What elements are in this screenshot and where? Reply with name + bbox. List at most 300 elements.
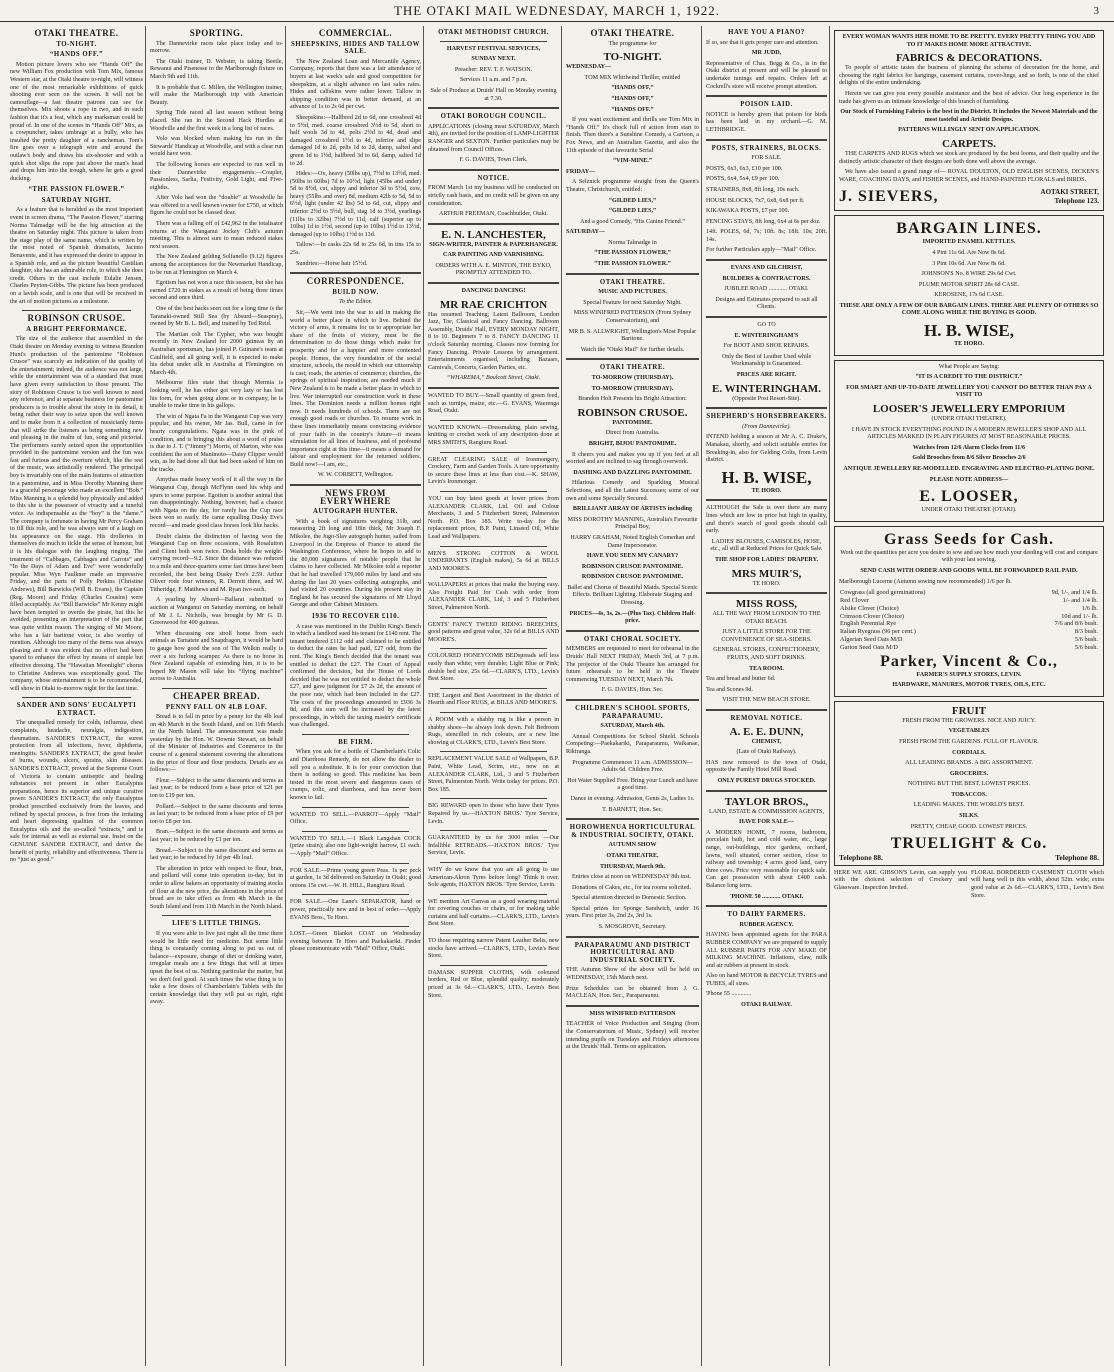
divider [302,894,409,895]
pantomime-label: PANTOMIME. [612,419,653,426]
film-title: “GILDED LIES,” [608,208,657,215]
divider [440,933,547,934]
service-times: Services 11 a.m. and 7 p.m. [459,77,528,84]
news-item: A yearling by Absurd—Ballarat submitted to auction at Wanganui on Saturday morning, on behalf of Mr J. L. Nicholls, was brought by Mr G. D. Greenwood for 400 guineas. [150,597,283,627]
gilchrist-trade: BUILDERS & CONTRACTORS. [722,275,811,282]
subhead-saturday: SATURDAY NIGHT. [41,196,112,204]
divider [440,420,547,421]
programme-body: Hilarious Comedy and Sparkling Musical Selections, and all the Latest Successes; some of our own and some Specially Secured. [566,480,699,502]
news-item: Melbourne files state that though Mermia is looking well, he has either got very lazy or has lost his form, for when going alone or in company, he is unable to make time in his gallops. [150,380,283,410]
column-5 [564,26,702,1366]
dunn-chemist: CHEMIST, [751,738,782,745]
seed-row [839,644,1099,652]
canary-banner: HAVE YOU SEEN MY CANARY? [586,553,679,560]
seed-row [839,589,1099,597]
looser-jewellery-ad [834,360,1104,522]
film-title: “HANDS OFF,” [611,85,654,92]
divider [706,499,827,501]
divider [440,712,547,713]
rubber-agency: RUBBER AGENCY. [739,921,794,928]
ladies-blouses: LADIES' BLOUSES, CAMISOLES, HOSE, etc., all still at Reduced Prices for Quick Sale. [710,538,823,553]
truelight-name: TRUELIGHT & Co. [890,835,1048,853]
posts-price-list [706,166,827,255]
show-body: Special prizes for Sponge Sandwich, under 16 years. First prize 3s, 2nd 2s, 3rd 1s. [566,905,699,920]
grass-seeds-headline: Grass Seeds for Cash. [883,530,1055,548]
divider [706,407,827,409]
seed-price: 5/6 bush. [1074,643,1098,651]
leather-note: Only the Best of Leather Used while Workmanship is Guaranteed. [721,353,812,368]
harvest-festival: HARVEST FESTIVAL SERVICES, [446,45,541,52]
seed-price-table [839,589,1099,651]
seed-price: 8/3 bush. [1074,628,1098,636]
tea-room: TEA ROOM. [749,665,784,672]
autumn-show: AUTUMN SHOW [608,842,657,849]
dancing-banner: DANCING! DANCING! [461,288,526,295]
classified-ad: GREAT CLEARING SALE of Ironmongery, Crockery, Farm and Garden Tools. A rare opportunity to secure these lines at less than cost.—K. SHAW, Levin's Ironmonger. [428,456,559,486]
gilchrist-address: JUBILEE ROAD ............ OTAKI. [724,286,809,293]
gibson-ad: HERE WE ARE. GIBSON'S Levin, can supply you with the choicest selection of Crockery and Glassware. Inspection Invited. [834,869,967,892]
piano-body: Representative of Chas. Begg & Co., is in the Otaki district at present and will be pleased to undertake tunings and repairs. Orders left at Cockrell's store will receive prompt attention. [706,60,827,90]
classified-ad: DAMASK SUPPER CLOTHS, with coloured borders, Red or Blue, splendid quality; moderately priced at 3s 6d.—CLARK'S, LTD., Levin's Best Store. [428,969,559,999]
boot-repairs: For BOOT AND SHOE REPAIRS. [723,343,810,350]
fabrics-headline: FABRICS & DECORATIONS. [896,52,1042,65]
divider [440,894,547,895]
headline-otaki-theatre-2: OTAKI THEATRE. [599,278,666,286]
day-wednesday: WEDNESDAY— [566,64,612,71]
seed-name: Cowgrass (all good germinations) [840,589,926,597]
seed-price: 5/6 bush. [1074,635,1098,643]
telephone-left: Telephone 88. [839,853,883,863]
news-item: The Dannevirke races take place today and to-morrow. [150,40,283,55]
wise-location: TE HORO. [751,487,782,494]
headline-horowhenua-society: HOROWHENUA HORTICULTURAL & INDUSTRIAL SOCIETY, OTAKI. [569,824,696,839]
taylor-have: HAVE FOR SALE— [739,819,794,826]
film-title: “THE PASSION FLOWER.” [594,261,671,268]
divider [428,169,559,171]
seed-row [839,636,1099,644]
vegetables-headline: VEGETABLES [948,728,990,735]
sports-admission: Programme Commences 11 a.m. ADMISSION—Adults 6d. Children Free. [572,759,693,774]
letter-signature: W. W. CORBETT, Wellington. [317,472,394,479]
bargain-lines-ad [834,215,1104,355]
watch-prices: Watches from 12/6 Alarm Clocks from 11/6 [912,444,1026,451]
subhead-tonight: TO-NIGHT. [56,40,97,48]
wire-price: JOHNSON'S No. 8 WIRE 29s 6d Cwt. [921,271,1017,278]
classified-ad: WANTED TO BUY.—Small quantity of green feed, such as turnips, maize, etc.—G. EVANS, Waerenga Road, Otaki. [428,393,559,415]
column-4 [426,26,562,1366]
fruit-line: ALL LEADING BRANDS. A BIG ASSORTMENT. [905,760,1033,767]
piano-body: If so, see that it gets proper care and attention. [706,39,819,46]
divider [440,862,547,863]
council-notice: APPLICATIONS (closing meat SATURDAY, March 4th), are invited for the position of LAMP-LIGHTER RANGER and SEXTON. Further particulars may be obtained from Council Offices. [428,123,559,153]
divider [290,272,421,274]
taylor-body: A MODERN HOME, 7 rooms, bathroom, porcelain bath, hot and cold water, etc., large range, out-buildings, nice gardens, orchard, lawns, well situated, corner section, close to railway and township; 4 acres good land, carry three cows. Price very reasonable for quick sale. Can get possession with about £400 cash. Balance long term. [706,829,827,889]
column-7 [832,26,1106,1366]
winteringham-name: E. WINTERINGHAM'S [734,332,799,339]
antique-note: ANTIQUE JEWELLERY RE-MODELLED. ENGRAVING AND ELECTRO-PLATING DONE. [843,466,1095,472]
fruit-line: LEADING MAKES. THE WORLD'S BEST. [913,802,1025,809]
muirs-headline: THE SHOP FOR LADIES' DRAPERY. [714,556,818,563]
patterson-billing: MISS WINIFRED PATTERSON (From Sydney Conservatorium), and [573,310,692,325]
news-item: Spring Tide raced all last season without being placed. She ran in the Second Hack Hurdles at Woodville and the first week in a long list of races. [150,110,283,132]
seed-name: Italian Ryegrass (96 per cent.) [840,628,916,636]
show-venue: OTAKI THEATRE, [606,852,659,859]
news-item: There was a falling off of £42,962 in the totalisator returns at the Wanganui Jockey Club's autumn meeting. This is almost sure to mean reduced stakes next season. [150,221,283,250]
mix-thriller: TOM MIX Whirlwind Thriller, entitled [584,74,681,81]
film-title: “HANDS OFF,” [611,95,654,102]
classified-ad: FOR SALE.—One Lane's SEPARATOR, hand or power, practically new and in best of order.—Apply EVANS Bros., Te Horo. [290,899,421,921]
divider [706,259,827,261]
divider [706,905,827,907]
ross-line: JUST A LITTLE STORE FOR THE CONVENIENCE OF SEA-SIDERS. [721,629,812,643]
divider [566,358,699,360]
crichton-body: Has resumed Teaching; Latest Ballroom, London Jazz, Toe, Classical and Fancy Dancing. Ballroom Assembly, Druids' Hall, EVERY MONDAY NIGHT, 8 to 10. Beginners 7 to 8. FANCY DANCING 11 o'clock Saturday morning. Classes now forming for Fancy Dancing. Private Lessons by arrangement. Entertainments organised, including Bazaars, Carnivals, Concerts, Garden Parties, etc. [428,311,559,371]
divider [440,751,547,752]
looser-location: UNDER OTAKI THEATRE (OTAKI). [921,507,1017,514]
dunn-late: (Late of Otaki Railway). [736,749,797,756]
notice-signature: ARTHUR FREEMAN, Coachbuilder, Otaki. [438,211,549,218]
wise-banner: H. B. WISE, [924,321,1014,341]
price-line: For further Particulars apply—"Mail" Office. [706,247,817,254]
subhead-penny-fall: PENNY FALL ON 4LB LOAF. [165,703,268,711]
visit-store: VISIT THE NEW BEACH STORE. [722,697,811,704]
classified-ad: YOU can buy latest goods at lower prices from ALEXANDER CLARK, Ltd. Oil and Colour Merchants, 3 and 5 Fitzherbert Street, Palmerston North. P.O. Box 185. Write to-day for the replacement prices, B.P. Paint, Linseed Oil, White Lead and Wallpapers. [428,495,559,540]
choral-signature: F. G. DAVIES, Hon. Sec. [601,687,664,694]
seed-name: Garton Seed Oats M/D [840,643,898,651]
divider [706,709,827,711]
divider [440,546,547,547]
looser-under: (UNDER OTAKI THEATRE). [931,416,1007,423]
divider [302,926,409,927]
graham-billing: HARRY GRAHAM, Noted English Comedian and Dame Impersonator. [570,534,695,549]
article-paragraph: Pollard.—Subject to the same discounts and terms as last year; to be reduced from a base price of £9 per ton to £8 per ton. [150,803,283,825]
seed-price: 1/6 lb. [1081,604,1098,612]
price-line: 14ft. POLES, 6d, 7s; 10ft. 8s; 18ft. 10s; 20ft. 14s. [706,229,827,243]
groceries-headline: GROCERIES. [949,770,989,777]
to-the-editor: To the Editor. [339,299,372,306]
subhead-hands-off: “HANDS OFF.” [50,51,103,59]
divider [440,41,547,42]
dunn-drugs: ONLY PUREST DRUGS STOCKED. [717,778,816,784]
divider [302,807,409,808]
seed-row [839,597,1099,605]
enamel-kettles: IMPORTED ENAMEL KETTLES. [922,239,1016,246]
headline-sporting: SPORTING. [189,28,244,38]
parker-stores: FARMER'S SUPPLY STORES, LEVIN. [916,671,1022,678]
sievers-body: Herein we can give you every possible assistance and the best of advice. Our long experience in the trade has given us an intimate knowledge of this branch of furnishing. [839,90,1099,105]
sievers-ad [834,30,1104,211]
article-paragraph: A case was mentioned in the Dublin King's Bench in which a landlord sued his tenant for £140 rent. The tenant tendered £112 odd and claimed to be entitled to deduct the rates he had paid, £27 odd, from the rent. The King's Bench decided that the tenant was entitled to deduct the £27. The Court of Appeal confirmed the decision, but the House of Lords decided that he was not entitled to deduct the whole £27, and gave judgment for £7 2s 2d, the amount of the poor rate, which had been included in the £27. The costs of the proceedings amounted to £936 3s 8d, and this sum will be increased by the latest proceedings, in which the taxing master's certificate was challenged. [290,623,421,729]
divider [440,491,547,492]
tea-price: Tea and Scones 9d. [706,686,753,693]
rubber-body: HAVING been appointed agents for the PARA RUBBER COMPANY we are prepared to supply ALL RUBBER PARTS FOR ANY MAKE OF MILKING MACHINE. Inflations, claw, milk and air rubbers at present in stock. [706,932,827,969]
crichton-name: MR RAE CRICHTON [439,298,548,311]
article-paragraph: The alteration in price with respect to flour, bran, and pollard will come into operation to-day, but in order to allow bakers an opportunity of training stocks of flour at the new price, the alterations in the price of bread are to take effect as from 4th March in the South Island and from 11th March in the North Island. [150,865,283,910]
headline-otaki-theatre-3: OTAKI THEATRE. [599,364,666,372]
article-paragraph: With a book of signatures weighing 31lb, and measuring 2ft long and 18in thick, Mr Joseph F. Mikolee, the Jugo-Slav autograph hunter, sailed from Liverpool in the Empress of France to attend the Washington Conference, where he hopes to add to the 80,000 signatures of notable people that he claims to have collected. Mr Mikolee told a reporter that he had travelled 179,000 miles by land and sea during the last 20 years collecting autographs, and had visited 20 countries. During his present stay in England he has secured the signatures of Mr Lloyd George and other Cabinet Ministers. [290,518,421,609]
subhead-recover: 1936 TO RECOVER £110. [311,612,400,620]
sports-note: Hot Water Supplied Free. Bring your Lunch and have a good time. [567,777,698,792]
divider [302,734,409,735]
brandon-presents: Brandon Holt Presents his Bright Attraction: [578,396,687,403]
headline-methodist-church: OTAKI METHODIST CHURCH. [438,29,549,36]
crichton-address: “WHAREMA,” Boulcott Street, Otaki. [446,375,541,382]
divider [440,452,547,453]
headline-sanders-extract: SANDER AND SONS' EUCALYPTI EXTRACT. [16,702,137,717]
headline-lifes-little-things: LIFE'S LITTLE THINGS. [172,920,261,928]
muirs-location: TE HORO. [752,580,781,587]
produce-sale: Sale of Produce at Druids' Hall on Monday evening at 7.30. [430,87,557,102]
ballet-note: Ballet and Chorus of Beautiful Maids. Special Scenic Effects. Brilliant Lighting. Elaborate Staging and Dressing. [567,584,698,607]
wise-location: TE HORO. [954,341,984,348]
headline-otaki-theatre: OTAKI THEATRE. [34,28,119,38]
classified-ad: GENTS' FANCY TWEED RIDING BREECHES, good patterns and great value, 32s 6d at BILLS AND MOORE'S. [428,621,559,643]
headline-choral-society: OTAKI CHORAL SOCIETY. [583,635,682,643]
patterson-body: TEACHER of Voice Production and Singing (from the Conservatorium of Music, Sydney) will receive intending pupils on Tuesdays and Fridays afternoons at the Druids' Hall. Terms on application. [566,1021,699,1051]
classified-ad: THE Largest and Best Assortment in the district of Hearth and Floor RUGS, at BILLS AND MOORE'S. [428,692,559,707]
taylor-phone: 'PHONE 50 ............ OTAKI. [729,893,804,900]
parker-hardware: HARDWARE, MANURES, MOTOR TYRES, OILS, ETC. [892,682,1046,689]
column-3 [288,26,424,1366]
society-body: THE Autumn Show of the above will be held on WEDNESDAY, 15th March next. [566,967,699,982]
divider [706,95,827,97]
article-paragraph: The size of the audience that assembled in the Otaki theatre on Monday evening to witness Brandon Hunt's production of the pantomime “Robinson Crusoe” was scarcely an indication of the quality of the entertainment; indeed, the audience was not large, while the entertainment was of a standard that must have given every satisfaction to those present. The story of Robinson Crusoe is too well known to need any reference, and at separate business for pantomime producers is to trouble about the story in its detail, it being rather their way to seize upon the well known and to make from it a collection of musicianly items that will strike the listeners as being something new and pleasing in the realm of fun, song and pictorial. The performers surely seized upon the opportunities provided in the pantomime version and the fun was fast and furious and the overture which, like the rest of the music, was artistically rendered. The principal boy is invariably one of the main features of attraction in a pantomime, and in Miss Dorothy Manning there is a graceful personage who made an excellent “Bob.” Miss Manning is a splendid boy physically and added to this she is the possessor of vivacity and a tuneful voice. As indispensable as the “boy” is the “dame.” The company is fortunate in having Mr Percy Graham to fill this role, and he was always sure of a laugh on his appearance on the stage. His drolleries in themselves do much to tickle the sense of humour, but it is his dialogue with the laughing ringing. The treatment of “Cabbages, Cabbages and Carrots” and “In the Days of Adam and Eve” were wonderfully popular. Miss Wyn Faulkner made an impressive Friday, and the parts of Polly Perkins (Christine Andrews), Bill Barwicks (Will B. Evans), the Captain (Reg. Moore) and Friday (Charles Cousins) were filled acceptably. As “Bill Barwicks” Mr Kenny might have been tempted to overdo the pirate, but this he avoided, presenting an interpretation of the part that was quite within reason. The singing of Mr Moore, who has a fair baritone voice, is also worthy of mention. Although too many of the items was always pleasing and it was evident that no effort had been spared to enhance the effect by means of simple but effective dressing. The “Hawaiian Moonlight” chorus to Christine Andrews was exceptionally good. The company, whose entertainment is to be recommended, will show in Otaki to-morrow night for the last time. [10,336,143,692]
seed-name: Crimson Clover (Choice) [840,612,905,620]
sievers-body: We have also issued a grand range of— ROYAL DOULTON, OLD ENGLISH SCENES, DICKEN'S WARE, COACHING DAYS, and FISHER SCENES, and HAND-PAINTED FLORALS and BIRDS. [839,169,1099,183]
article-paragraph: Flour.—Subject to the same discounts and terms as last year; to be reduced from a base price of £21 per ton to £19 per ton. [150,777,283,800]
divider [440,830,547,831]
divider [440,648,547,649]
programme-body: It cheers you and makes you up if you feel at all worried and are inclined to sag through overwork. [566,451,699,466]
classified-ad: WANTED TO SELL.—1 Black Langshan COCK (prize strain); also one light-weight harrow, £1 each.—Apply “Mail” Office. [290,835,421,857]
winteringham-banner: E. WINTERINGHAM. [712,382,821,395]
subhead-autograph-hunter: AUTOGRAPH HUNTER. [312,508,399,516]
subhead-build-now: BUILD NOW. [332,288,379,296]
parker-vincent-name: Parker, Vincent & Co., [880,652,1058,670]
classified-ad: GUARANTEED by us for 3000 miles —Our Infallible RETREADS.—HAXTON BROS.' Tyre Service, Levin. [428,835,559,857]
show-body: Special attention directed to Domestic Section. [572,895,687,902]
seeds-cash: SEND CASH WITH ORDER AND GOODS WILL BE FORWARDED RAIL PAID. [860,567,1078,574]
otaki-railway: OTAKI RAILWAY. [741,1002,792,1009]
tobaccos-headline: TOBACCOS. [951,791,987,798]
truelight-telephones [839,854,1099,862]
masthead-title: THE OTAKI MAIL WEDNESDAY, MARCH 1, 1922. [393,3,721,18]
classified-ad: WE mention Art Canvas as a good wearing material for covering couches or chairs, or for making table curtains and half curtains.—CLARK'S, LTD., Levin's Best Store. [428,898,559,928]
divider [162,688,271,689]
sievers-stock: Our Stock of Furnishing Fabrics is the best in the District. It includes the Newest Materials and the most tasteful and Artistic Designs. [840,109,1098,123]
prices-right: PRICES ARE RIGHT. [736,372,797,378]
article-paragraph: If you were able to live just right all the time there would be little need for medicine. But some little thing is constantly coming along to put us out of balance—exposure, change of diet or drinking water, irregular meals are a few things that will at times upset the best of us. Nothing particular the matter, but we don't feel good. At such times the wise thing is to take a few doses of Chamberlain's Tablets with the certain knowledge that they will put us right, right away. [150,930,283,1006]
choral-body: MEMBERS are requested to meet for rehearsal in the Druids' Hall NEXT FRIDAY, March 3rd, at 7 p.m. The projector of the Otaki Theatre has arranged for future rehearsals to be held in the Theatre commencing TUESDAY NEXT, March 7th. [566,646,699,683]
brilliant-banner: BRILLIANT ARRAY OF ARTISTS including [572,506,693,513]
for-sale-label: FOR SALE. [751,155,782,162]
divider [566,273,699,275]
price-line: HOUSE BLOCKS, 7x7, 6x8, 6x8 per ft. [706,197,805,204]
rubber-phone: 'Phone 55 ............. [706,991,752,998]
news-item: One of the best hacks seen out for a long time is the Taranaki-owned Still Sea (by Absurd—Seaspray), owned by Mr B. L. Bell, and trained by Ted Reid. [150,306,283,328]
grass-seeds-ad [834,526,1104,697]
brooch-prices: Gold Brooches from 8/6 Silver Brooches 2/6 [912,455,1026,462]
watch-note: Watch the “Otaki Mail” for further details. [580,346,685,353]
crusoe-banner: ROBINSON CRUSOE PANTOMIME. [581,563,684,570]
crusoe-banner: ROBINSON CRUSOE PANTOMIME. [581,574,684,581]
divider [290,484,421,486]
fruit-line: NOTHING BUT THE BEST. LOWEST PRICES. [908,781,1030,788]
patterson-title: MISS WINIFRED PATTERSON [589,1010,676,1017]
sievers-patterns: PATTERNS WILLINGLY SENT ON APPLICATION. [898,127,1040,134]
article-paragraph: As a feature that is heralded as the most important event in screen drama, “The Passion Flower,” starring Norma Talmadge will be the big attraction at the theatre on Saturday night. This picture is taken from the stage play of the same name, which is written by the most noted of Spanish dramatists, Jacinto Benavente, and it has expressed the desire to appear in a Spanish role, and as the picture beautiful Castilian daughter, she has an admirable role, to which she does credit. Others in the cast include Eulalie Jensen, Charles Peyton-Gibbs. The picture has been produced on a lavish scale, and is one that will be received in the art of motion pictures as a milestone. [10,207,143,305]
ross-line: ALL THE WAY FROM LONDON TO THE OTAKI BEACH. [712,611,821,625]
sievers-name: J. SIEVERS, [839,188,939,206]
price-line: STRAINERS, 8x8, 8ft long, 10s each. [706,186,800,193]
classified-ad: A ROOM with a shabby rug is like a person in shabby shoes—he always look down. Felt Bedroom Rugs, stencilled in rich colours, are a new line showing at CLARK'S, LTD., Levin's Best Store. [428,717,559,746]
classified-ad: WHY do we know that you are all going to use American-Akron Tyres before long? Think it over. Sole agents, HAXTON BROS.' Tyre Service, Levin. [428,866,559,889]
fruit-line: PRETTY, CHEAP, GOOD. LOWEST PRICES. [910,823,1028,830]
casement-cloth-ad: FLORAL BORDERED CASEMENT CLOTH which will hang well in this width, about 52in. wide; extra good value at 2s 6d.—CLARK'S, LTD., Levin's Best Store. [971,869,1104,899]
classified-ad: WANTED KNOWN.—Dressmaking, plain sewing, knitting or crochet work of any description done at MRS SMITH'S, Rangiuru Road. [428,424,559,446]
divider [22,310,131,311]
news-item: The win of Ngata Fa in the Wanganui Cup was very popular, and his owner, Mr Jas. Bull, came in for hearty congratulations. Ngata was in the pink of condition, and is bringing this about a word of praise is due to J. T. (“Jimmy”) Morris, of Marton, who was confident the son of Manimoto—Daisy Clipper would win, as he had done all that had been asked of him on the tracks. [150,413,283,473]
headline-news-from-everywhere: NEWS FROM EVERYWHERE [320,488,391,506]
news-item: The Martian colt The Cypher, who was bought recently in New Zealand for 2000 guineas by an Australian sportsman, has joined P. Guinane's team at Caulfield, and all going well, it is expected to make his debut under silk in Australia at Flemington on March 4th. [150,331,283,376]
kettle-price: 3 Pint 10s 6d. Are Now 8s 6d. [932,260,1006,267]
kerosene-price: KEROSENE, 17s 6d CASE. [934,292,1004,299]
seed-name: Red Clover [840,596,869,604]
address-note: PLEASE NOTE ADDRESS— [929,476,1009,483]
classified-ad: REPLACEMENT VALUE SALE of Wallpapers, B.P. Paint, White Lead, Scrim, etc., now on at ALEXANDER CLARK, Ltd., 3 and 5 Fitzherbert Street, Palmerston North. Write today for prices. P.O. Box 185. [428,756,559,793]
sports-body: Annual Competitions for School Shield. Schools Competing:—Paekakariki, Paraparaumu, Waikanae, Rikiranga. [566,733,699,755]
winteringham-address: (Opposite Post Resort-Site). [732,395,801,402]
taylor-trade: LAND, ESTATE & COMMISSION AGENTS, [709,808,824,815]
motor-spirit-price: PLUME MOTOR SPIRIT 28s 6d CASE. [918,281,1020,288]
divider [440,965,547,966]
divider [302,863,409,864]
masthead [0,0,1114,22]
silks-headline: SILKS. [959,813,979,820]
headline-commercial: COMMERCIAL. [318,28,393,38]
divider [428,387,559,389]
headline-removal: REMOVAL NOTICE. [730,715,803,723]
news-item: It is probable that C. Millen, the Wellington trainer, will make the Marlborough trip with American Beauty. [150,84,283,106]
article-paragraph: Bread.—Subject to the same discount and terms as last year; to be reduced by 1d per 4lb loaf. [150,847,283,862]
price-line: POSTS, 6x3, 6x3, £10 per 100. [706,165,783,172]
sievers-body: To people of artistic tastes the business of planning the scheme of decoration for the home, and choosing the right fabrics for hangings, casement curtains, cover-lings, and so forth, is one of the chief delights of the entire undertaking. [839,65,1099,87]
truelight-ad [834,701,1104,866]
divider [22,697,131,698]
news-item: The following horses are expected to run well in their Dannevirke engagements:—Coupler, Passionless, Sarlia, Festivity, Gold Light, and Five-eighths. [150,161,283,191]
seed-name: Alsike Clover (Choice) [840,604,899,612]
programme-body: If you want excitement and thrills see Tom Mix in “Hands Off.” It's chock full of action from start to finish. Then there's a Sunshine Comedy, a Cartoon, a Fox News, and an Australian Gazette, and also the 11th episode of that favourite Serial [566,117,699,154]
star-name: Norma Talmadge in [608,239,657,246]
divider [566,818,699,820]
headline-horsebreakers: SHEPHERD'S HORSEBREAKERS. [706,413,827,421]
headline-otaki-theatre-ad: OTAKI THEATRE. [590,28,675,38]
sievers-footer [839,187,1099,207]
subhead-be-firm: BE FIRM. [338,738,373,746]
day-saturday: SATURDAY— [566,229,605,236]
column-6 [704,26,830,1366]
day-friday: FRIDAY— [566,168,596,175]
show-body: Entries close at noon on WEDNESDAY 8th inst. [572,874,691,881]
people-saying: What People are Saying: [938,363,1000,370]
news-item: Volo was blocked when making his run in the Stewards' Handicap at Woodville, and with a clear run would have won. [150,136,283,158]
divider [706,139,827,141]
wise-banner: H. B. WISE, [721,467,812,487]
music-pictures: MUSIC AND PICTURES. [598,289,667,296]
headline-poison-laid: POISON LAID. [740,101,793,109]
show-body: Donations of Cakes, etc., for tea rooms solicited. [572,884,691,891]
divider [440,688,547,689]
fruit-headline: FRUIT [951,704,987,717]
bright-note: BRIGHT, BIJOU PANTOMIME. [588,440,677,447]
looser-intro: FOR SMART AND UP-TO-DATE JEWELLERY YOU CANNOT DO BETTER THAN PAY A VISIT TO [846,384,1092,399]
subhead-sheepskins: SHEEPSKINS, HIDES AND TALLOW SALE. [291,40,420,56]
seed-row [839,605,1099,613]
article-paragraph: When you ask for a bottle of Chamberlain's Colic and Diarrhoea Remedy, do not allow the dealer to sell you a substitute. It is for your conviction that there is nothing so good. This medicine has been tested in the most severe and dangerous cases of cramps, colic, and diarrhoea, and has never been known to fail. [290,749,421,802]
column-2 [148,26,286,1366]
divider [706,592,827,594]
price-line: KIKAWAKA POSTS, £7 per 100. [706,208,790,215]
divider [440,798,547,799]
classified-ad: COLOURED HONEYCOMB BEDspreads sell less easily than white; very durable; Light Blue or Pink; double bed size, 25s 6d.—CLARK'S, LTD., Levin's Best Store. [428,653,559,683]
page-number: 3 [1093,5,1100,17]
seed-price: 1/- and 1/4 lb. [1062,596,1098,604]
judd-name: MR JUDD, [751,50,782,57]
divider [162,915,271,916]
divider [440,577,547,578]
seeds-intro: Work out the quantities per acre you desire to sow and see how much your deeding will cost and compare with your last sowing. [840,549,1098,564]
bargain-note: THESE ARE ONLY A FEW OF OUR BARGAIN LINES. THERE ARE PLENTY OF OTHERS SO COME ALONG WHILE THE BUYING IS GOOD. [839,302,1099,317]
theatre-prices: PRICES—4s, 3s, 2s.—(Plus Tax). Children Half-price. [569,610,696,625]
headline-robinson-crusoe: ROBINSON CRUSOE. [27,313,126,324]
sievers-contact [1041,188,1099,206]
seed-row [839,613,1099,621]
divider [566,936,699,938]
price-line: POSTS, 6x4, 5x4, £9 per 100. [706,176,780,183]
horsebreaker-body: INTEND holding a season at Mr A. C. Drake's, Manakau, shortly, and solicit suitable entries for Breaking-in, also for Gelding Colts, from Levin district. [706,434,827,464]
headline-posts: POSTS, STRAINERS, BLOCKS. [711,144,822,152]
notice-body: FROM March 1st my business will be conducted on strictly cash basis, and no credit will be given on any consideration. [428,185,559,207]
tonight-banner: TO-NIGHT. [603,51,662,64]
lanchester-car: CAR PAINTING AND VARNISHING. [443,252,544,259]
news-item: Amythas made heavy work of it all the way in the Wanganui Cup, though McFlynn used his whip and spurs to some purpose. Egotism is another animal that ran disappointingly. Nothing, however, had a chance with Ngata on the day, for rarely has the Cup race been won so easily. He came equalling Dusky Eve's record—and made good class horses look like hacks. [150,477,283,530]
film-title: “HANDS OFF.” [611,106,654,113]
programme-for: The programme for [608,40,657,47]
seed-row [839,628,1099,636]
lanchester-orders: ORDERS WITH A. E. MINTON, THE BYKO, PROMPTLY ATTENDED TO. [435,262,552,277]
taylor-name: TAYLOR BROS., [724,795,809,808]
film-title: “THE PASSION FLOWER,” [594,250,671,257]
headline-correspondence: CORRESPONDENCE. [306,276,405,287]
subhead-passion-flower: “THE PASSION FLOWER.” [28,186,125,194]
ross-name: MISS ROSS, [735,598,798,611]
dunn-body: HAS now removed to the town of Otaki, opposite the Family Hotel Mill Road. [706,759,827,774]
classified-ad: FOR SALE.—Prime young green Peas. 1s per peck at garden, 1s 3d delivered on Saturday in Otaki; good onions 15s cwt.—W. H. HILL, Rangiuru Road. [290,867,421,889]
headline-dairy-farmers: TO DAIRY FARMERS. [727,911,806,919]
classified-ad: MEN'S STRONG COTTON & WOOL UNDERPANTS (English makes), 5s 6d at BILLS AND MOORE'S. [428,550,559,572]
bottom-ads [834,870,1104,903]
price-line: FENCING STAYS, 8ft long, 6x4 at 6s per doz. [706,218,821,225]
article-paragraph: Bran.—Subject to the same discounts and terms as last year; to be reduced by £1 per ton. [150,829,283,843]
cordials-headline: CORDIALS. [952,749,986,756]
poison-body: NOTICE is hereby given that poison for birds has been laid in my orchard.—G. M. LETHBRIDGE. [706,111,827,133]
rubber-body: Also on hand MOTOR & BICYCLE TYRES and TUBES, all sizes. [706,973,827,987]
manning-billing: MISS DOROTHY MANNING, Australia's Favourite Principal Boy, [567,516,698,531]
tomorrow-banner: TO-MORROW (THURSDAY). [591,385,674,392]
fruit-line: FRESH FROM THE GROWERS. NICE AND JUICY. [902,717,1036,724]
credit-quote: “IT IS A CREDIT TO THE DISTRICT.” [915,374,1023,381]
seed-name: Algerian Seed Oats M/D [840,635,903,643]
